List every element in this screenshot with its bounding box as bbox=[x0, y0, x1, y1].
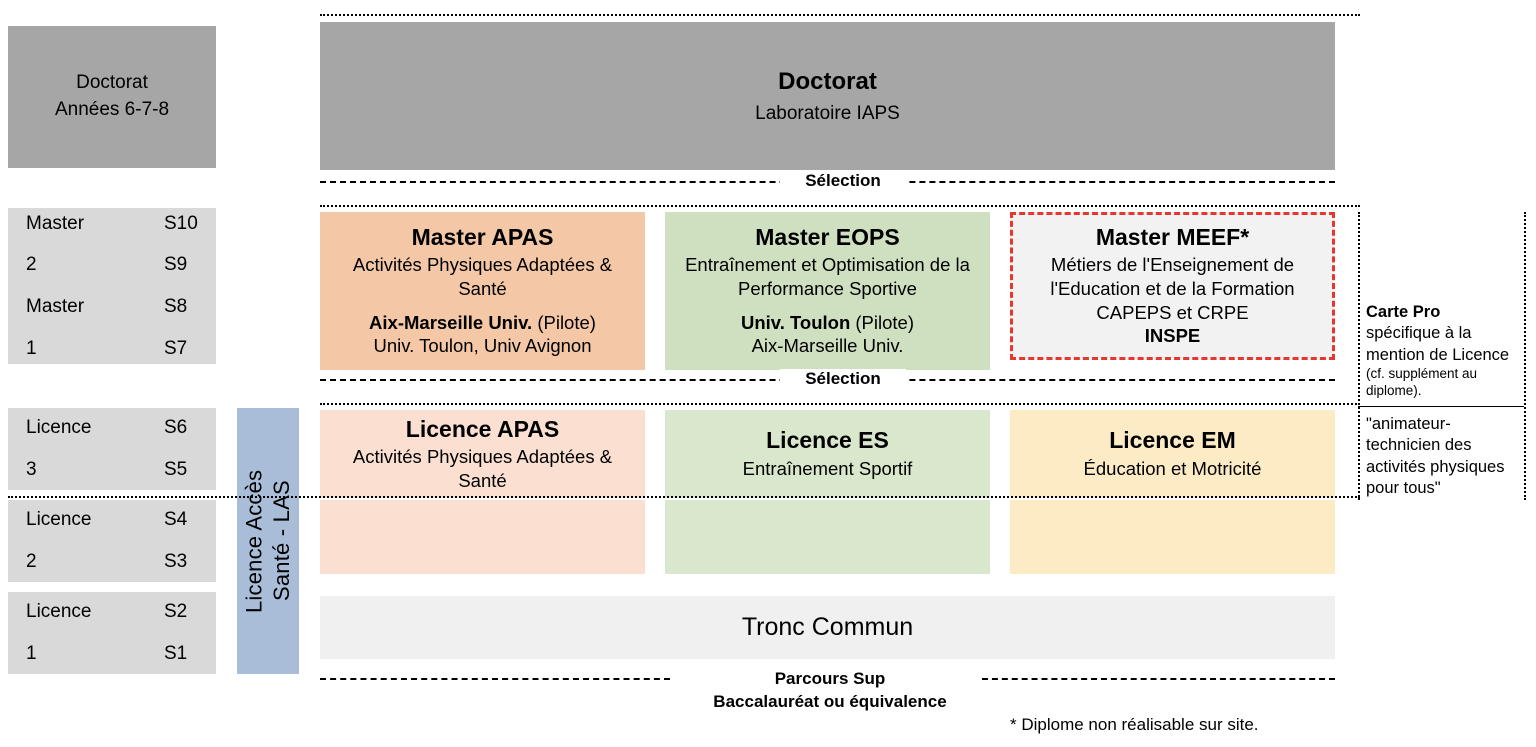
level-licence3-name: Licence bbox=[26, 417, 92, 439]
level-licence1-num: 1 bbox=[26, 643, 37, 664]
master-meef-line4: INSPE bbox=[1144, 325, 1201, 347]
level-master2-row bbox=[8, 211, 216, 237]
guide-dotted-top bbox=[320, 14, 1360, 16]
level-master1-row bbox=[8, 294, 216, 320]
level-licence2-num: 2 bbox=[26, 551, 37, 572]
master-apas-pilot-tag: (Pilote) bbox=[532, 311, 596, 333]
bottom-line-2: Baccalauréat ou équivalence bbox=[713, 691, 947, 711]
level-licence3-row bbox=[8, 415, 216, 441]
note-carte-pro-small: (cf. supplément au diplome). bbox=[1366, 366, 1478, 399]
master-eops-pilot-tag: (Pilote) bbox=[850, 311, 914, 333]
licence-em-block bbox=[1010, 410, 1335, 498]
master-apas-subtitle: Activités Physiques Adaptées & Santé bbox=[352, 254, 613, 300]
master-meef-subtitle: Métiers de l'Enseignement de l'Education et de la Formation bbox=[1050, 254, 1295, 300]
licence-apas-lower-block bbox=[320, 500, 645, 574]
licence-em-title: Licence EM bbox=[1109, 427, 1236, 454]
level-master1-sem-b: S7 bbox=[164, 337, 188, 359]
level-licence2-sem-b: S3 bbox=[164, 551, 188, 572]
level-master1-row2 bbox=[8, 336, 216, 362]
master-apas-pilot bbox=[369, 311, 596, 335]
level-doctorat-name: Doctorat bbox=[76, 72, 148, 94]
level-licence1-row2 bbox=[8, 641, 216, 667]
level-licence1-name: Licence bbox=[26, 601, 92, 623]
master-apas-partners: Univ. Toulon, Univ Avignon bbox=[373, 335, 592, 357]
note-carte-pro-title: Carte Pro bbox=[1366, 303, 1441, 321]
level-master1-name: Master bbox=[26, 296, 85, 317]
level-licence3-row2 bbox=[8, 457, 216, 483]
licence-apas-block bbox=[320, 410, 645, 498]
master-apas-title: Master APAS bbox=[411, 223, 554, 250]
level-licence2-sem-a: S4 bbox=[164, 509, 188, 531]
las-label bbox=[241, 469, 296, 612]
master-apas-pilot-univ: Aix-Marseille Univ. bbox=[369, 311, 533, 333]
level-master1-sem-a: S8 bbox=[164, 296, 188, 317]
master-meef-block bbox=[1010, 212, 1335, 360]
level-licence2-row bbox=[8, 507, 216, 533]
las-vertical-band bbox=[237, 408, 299, 674]
right-guide-vertical bbox=[1358, 212, 1360, 500]
level-licence1-row bbox=[8, 599, 216, 625]
bottom-parcoursup-label bbox=[680, 668, 980, 714]
licence-es-block bbox=[665, 410, 990, 498]
guide-dotted-licences bbox=[320, 403, 1360, 405]
doctorat-block bbox=[320, 22, 1335, 170]
footnote-meef: * Diplome non réalisable sur site. bbox=[1010, 715, 1259, 734]
guide-dotted-masters bbox=[320, 205, 1360, 207]
master-meef-line3: CAPEPS et CRPE bbox=[1096, 301, 1249, 323]
doctorat-title: Doctorat bbox=[778, 67, 877, 95]
level-licence1-sem-a: S2 bbox=[164, 601, 188, 623]
licence-em-lower-block bbox=[1010, 500, 1335, 574]
level-licence-1 bbox=[8, 592, 216, 674]
master-eops-title: Master EOPS bbox=[755, 223, 900, 250]
separator-bottom-right bbox=[982, 678, 1335, 680]
master-eops-pilot bbox=[741, 311, 914, 335]
level-licence3-num: 3 bbox=[26, 459, 37, 480]
level-master2-name: Master bbox=[26, 212, 85, 234]
level-master bbox=[8, 208, 216, 364]
separator-bottom-left bbox=[320, 678, 670, 680]
licence-apas-subtitle: Activités Physiques Adaptées & Santé bbox=[352, 446, 613, 491]
bottom-line-1: Parcours Sup bbox=[774, 669, 886, 688]
level-master2-sem-b: S9 bbox=[164, 254, 188, 276]
separator-selection-mid-label: Sélection bbox=[780, 369, 906, 389]
licence-es-lower-block bbox=[665, 500, 990, 574]
master-eops-partners: Aix-Marseille Univ. bbox=[751, 335, 904, 357]
tronc-commun-block bbox=[320, 596, 1335, 659]
level-master2-sem-a: S10 bbox=[164, 212, 198, 234]
tronc-commun-label: Tronc Commun bbox=[741, 613, 914, 641]
master-eops-pilot-univ: Univ. Toulon bbox=[740, 311, 851, 333]
right-notes-divider bbox=[1358, 406, 1524, 407]
level-master1-num: 1 bbox=[26, 337, 37, 359]
level-licence1-sem-b: S1 bbox=[164, 643, 188, 664]
note-animateur: "animateur-technicien des activités physiques pour tous" bbox=[1366, 415, 1505, 498]
licence-apas-title: Licence APAS bbox=[405, 415, 560, 442]
right-guide-vertical-2 bbox=[1524, 212, 1526, 500]
level-doctorat bbox=[8, 26, 216, 168]
master-meef-title: Master MEEF* bbox=[1095, 223, 1250, 250]
licence-em-subtitle: Éducation et Motricité bbox=[1083, 457, 1262, 479]
separator-selection-top-label: Sélection bbox=[780, 171, 906, 191]
master-eops-block bbox=[665, 212, 990, 370]
licence-es-title: Licence ES bbox=[766, 427, 889, 454]
las-label-line1: Licence Accès bbox=[241, 469, 267, 613]
licence-es-subtitle: Entraînement Sportif bbox=[742, 457, 913, 479]
separator-l3-l2 bbox=[8, 496, 1360, 498]
level-licence3-sem-a: S6 bbox=[164, 417, 188, 439]
level-doctorat-years: Années 6-7-8 bbox=[54, 99, 170, 120]
level-licence-3 bbox=[8, 408, 216, 490]
las-label-line2: Santé - LAS bbox=[269, 480, 294, 602]
level-master2-row2 bbox=[8, 252, 216, 278]
doctorat-subtitle: Laboratoire IAPS bbox=[755, 102, 900, 124]
level-licence3-sem-b: S5 bbox=[164, 459, 188, 480]
master-eops-subtitle: Entraînement et Optimisation de la Performance Sportive bbox=[685, 254, 970, 300]
note-carte-pro bbox=[1366, 302, 1518, 400]
level-licence-2 bbox=[8, 500, 216, 582]
level-licence2-row2 bbox=[8, 549, 216, 575]
level-licence2-name: Licence bbox=[26, 509, 92, 531]
level-master2-num: 2 bbox=[26, 254, 37, 276]
master-apas-block bbox=[320, 212, 645, 370]
note-carte-pro-body: spécifique à la mention de Licence bbox=[1366, 324, 1510, 364]
